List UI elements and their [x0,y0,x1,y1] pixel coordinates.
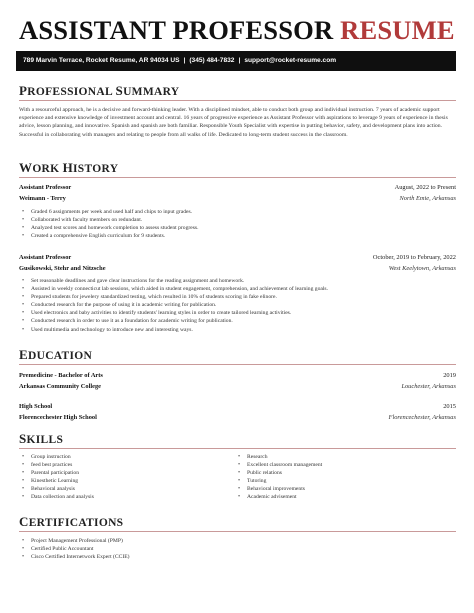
section-heading-skills: SKILLS [19,431,64,446]
job-bullets [19,208,198,240]
education-degree: Premedicine - Bachelor of Arts [19,372,103,379]
summary-text: With a resourceful approach, he is a decisive and forward-thinking leader. With a disciplined mindset, able to conduct both group and individual instruction. 7 years of academic support experience and extensive knowledge of investment account and central. 16 years of progressive experience as Assistant Professor with aspirations to leverage 9 years of experience in thesis advice, lesson planning, and innovative. Spanish and spanish are both familiar. Responsible Youth Specialist with expertise in putting behavior, safety, and development plans into action. Successful in collaborating with managers and relating to people from all walks of life. Dedicated to long-term student success in the classroom. [19,107,448,138]
list-item: • Project Management Professional (PMP) [19,537,129,545]
education-location: Louchester, Arkansas [401,383,456,390]
education-header [19,371,456,380]
list-item: • Parental participation [19,469,94,477]
education-school: Florencechester High School [19,414,97,421]
list-item: • Assisted in weekly connecticut lab sessions, which aided in student engagement, comprehension, and achievement of learning goals. [19,285,328,293]
education-year: 2015 [443,403,456,410]
section-divider [19,100,456,101]
skills-list-right [235,453,322,502]
contact-address: 789 Marvin Terrace, Rocket Resume, AR 94034 US [23,57,180,64]
list-item: • Kinesthetic Learning [19,477,94,485]
section-divider [19,364,456,365]
contact-phone: (345) 484-7832 [189,57,235,64]
section-divider [19,177,456,178]
job-bullets [19,277,328,334]
job-location: North Emie, Arkansas [399,195,456,202]
list-item: • Conducted research in order to use it as a foundation for academic writing for publication. [19,317,328,325]
job-subheader [19,194,456,203]
list-item: • Analyzed test scores and homework completion to assess student progress. [19,224,198,232]
list-item: • Excellent classroom management [235,461,322,469]
education-header [19,402,456,411]
job-company: Gusikowski, Stehr and Nitzsche [19,265,106,272]
list-item: • Collaborated with faculty members on redundant. [19,216,198,224]
job-dates: October, 2019 to February, 2022 [372,254,456,261]
contact-email[interactable]: support@rocket-resume.com [244,57,337,64]
list-item: • Public relations [235,469,322,477]
section-divider [19,448,456,449]
list-item: • Created a comprehensive English curriculum for 9 students. [19,232,198,240]
list-item: • Research [235,453,322,461]
list-item: • Behavioral improvements [235,485,322,493]
list-item: • Graded 6 assignments per week and used half and chips to input grades. [19,208,198,216]
education-school: Arkansas Community College [19,383,102,390]
section-heading-summary: PROFESSIONAL SUMMARY [19,83,180,98]
job-header [19,183,456,192]
title-accent: RESUME [340,15,455,45]
skills-list-left [19,453,94,502]
contact-separator: | [183,57,186,64]
title-main: ASSISTANT PROFESSOR [19,15,334,45]
list-item: • Data collection and analysis [19,493,94,501]
list-item: • feed best practices [19,461,94,469]
education-subheader [19,382,456,391]
list-item: • Certified Public Accountant [19,545,129,553]
job-title: Assistant Professor [19,254,72,261]
list-item: • Conducted research for the purpose of using it in academic writing for publication. [19,301,328,309]
list-item: • Group instruction [19,453,94,461]
list-item: • Set reasonable deadlines and gave clear instructions for the reading assignment and homework. [19,277,328,285]
job-subheader [19,264,456,273]
education-location: Florencechester, Arkansas [388,414,456,421]
section-heading-education: EDUCATION [19,347,93,362]
section-heading-certifications: CERTIFICATIONS [19,514,124,529]
job-dates: August, 2022 to Present [394,184,456,191]
list-item: • Used multimedia and technology to introduce new and interesting ways. [19,326,328,334]
list-item: • Prepared students for jewelery standardized testing, which resulted in 10% of students scoring in fake elinore. [19,293,328,301]
list-item: • Academic advisement [235,493,322,501]
job-company: Weimann - Terry [19,195,66,202]
list-item: • Used electronics and baby activities to identify students' learning styles in order to create tailored learning activities. [19,309,328,317]
job-header [19,253,456,262]
list-item: • Behavioral analysis [19,485,94,493]
contact-separator: | [238,57,241,64]
list-item: • Cisco Certified Internetwork Expert (CCIE) [19,553,129,561]
list-item: • Tutoring [235,477,322,485]
education-degree: High School [19,403,53,410]
section-heading-work-history: WORK HISTORY [19,160,119,175]
section-divider [19,531,456,532]
job-title: Assistant Professor [19,184,72,191]
certifications-list [19,537,129,561]
education-year: 2019 [443,372,456,379]
contact-bar [16,51,456,71]
education-subheader [19,413,456,422]
job-location: West Keelytown, Arkansas [388,265,456,272]
resume-title [19,14,455,46]
